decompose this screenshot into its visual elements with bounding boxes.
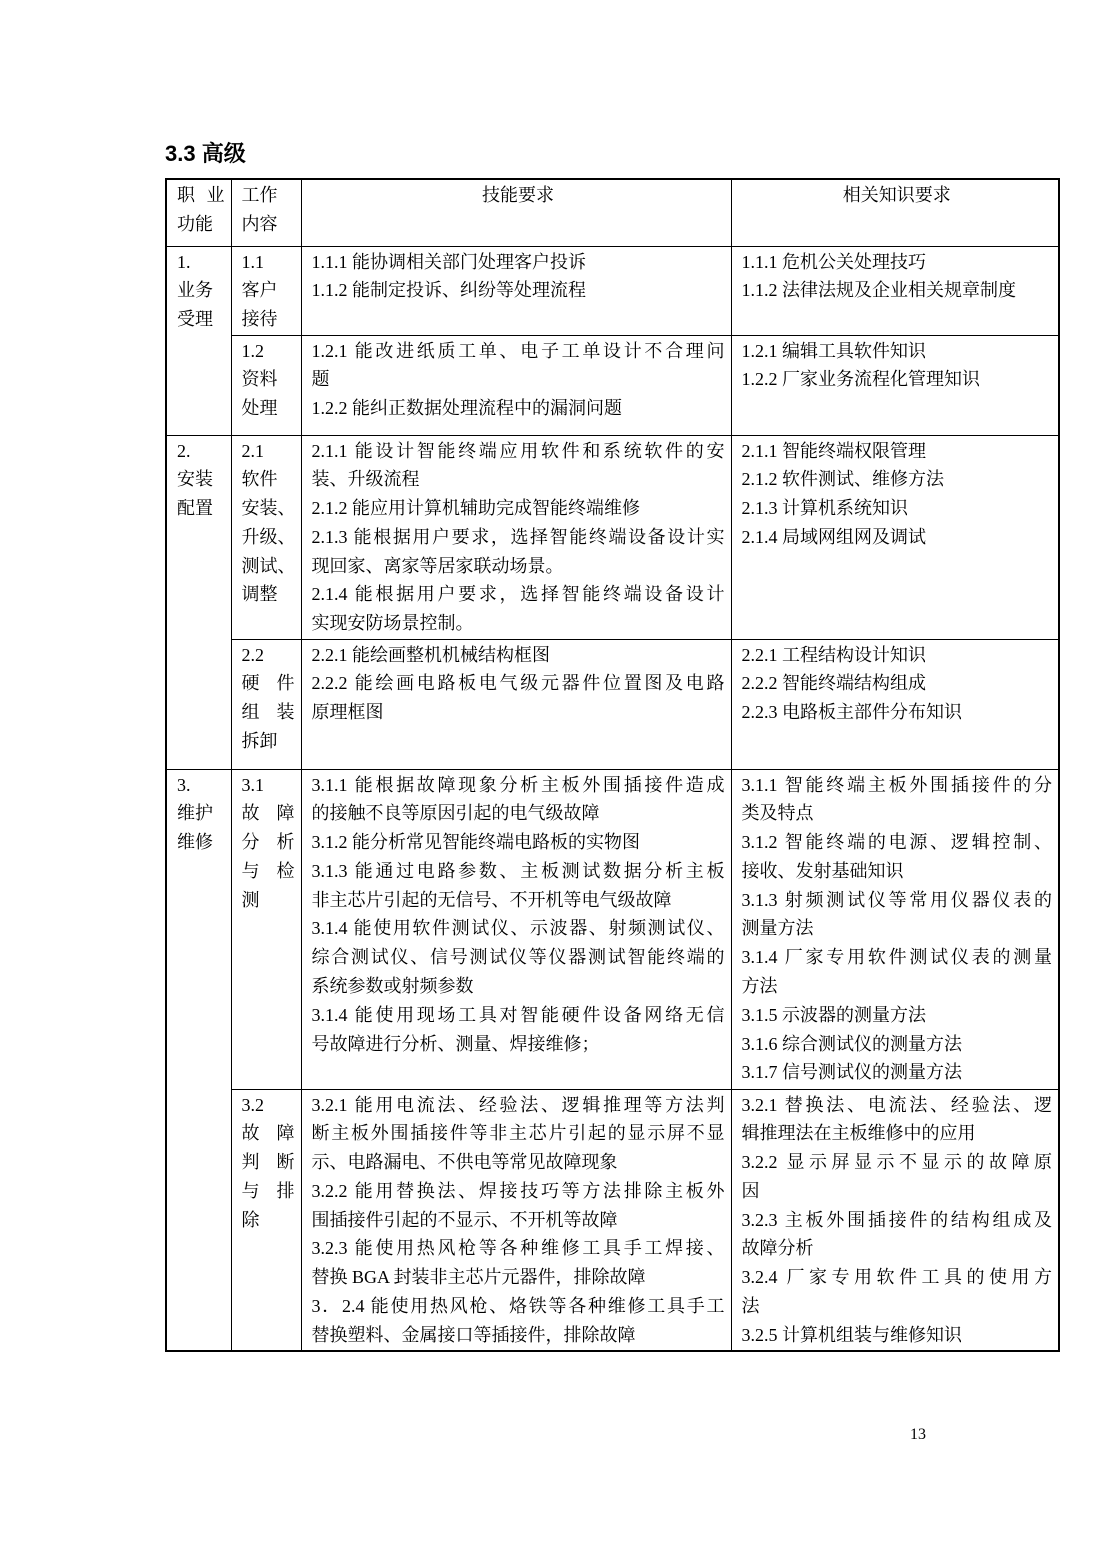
work-content-line: 硬件 bbox=[241, 673, 295, 694]
skill-line: 1.1.1 能协调相关部门处理客户投诉 bbox=[311, 251, 586, 272]
knowledge-item bbox=[742, 248, 1053, 277]
knowledge-line: 2.2.1 工程结构设计知识 bbox=[741, 644, 926, 665]
skills-cell bbox=[301, 335, 731, 435]
skill-line: 综合测试仪、信号测试仪等仪器测试智能终端的 bbox=[311, 947, 725, 968]
knowledge-line: 3.1.1 智能终端主板外围插接件的分 bbox=[741, 774, 1052, 795]
knowledge-item bbox=[742, 771, 1053, 829]
skill-item bbox=[312, 641, 725, 670]
knowledge-item bbox=[742, 365, 1053, 394]
skills-cell bbox=[301, 769, 731, 1089]
function-label-line: 受理 bbox=[177, 309, 213, 330]
knowledge-line: 3.2.2 显示屏显示不显示的故障原 bbox=[741, 1152, 1052, 1173]
knowledge-item bbox=[742, 669, 1053, 698]
skill-item bbox=[312, 914, 725, 1000]
knowledge-line: 1.2.1 编辑工具软件知识 bbox=[741, 340, 926, 361]
skill-item bbox=[312, 1234, 725, 1292]
knowledge-line: 2.1.2 软件测试、维修方法 bbox=[741, 469, 944, 490]
skill-line: 系统参数或射频参数 bbox=[311, 976, 474, 997]
work-content-line: 安装、 bbox=[241, 498, 296, 519]
knowledge-line: 3.1.2 智能终端的电源、逻辑控制、 bbox=[741, 832, 1052, 853]
skill-line: 3.2.3 能使用热风枪等各种维修工具手工焊接、 bbox=[311, 1238, 725, 1259]
skill-item bbox=[312, 437, 725, 495]
knowledge-item bbox=[742, 337, 1053, 366]
header-skills-cell: 技能要求 bbox=[301, 179, 731, 246]
function-label-line: 2. bbox=[177, 440, 191, 461]
skill-line: 3．2.4 能使用热风枪、烙铁等各种维修工具手工 bbox=[311, 1296, 725, 1317]
knowledge-item bbox=[742, 494, 1053, 523]
knowledge-line: 3.1.7 信号测试仪的测量方法 bbox=[741, 1062, 962, 1083]
knowledge-line: 测量方法 bbox=[741, 918, 814, 939]
skill-line: 2.1.4 能根据用户要求，选择智能终端设备设计 bbox=[311, 584, 725, 605]
knowledge-item bbox=[742, 943, 1053, 1001]
skill-item bbox=[312, 1292, 725, 1350]
skill-line: 实现安防场景控制。 bbox=[311, 613, 474, 634]
knowledge-line: 2.1.4 局域网组网及调试 bbox=[741, 526, 926, 547]
skill-item bbox=[312, 494, 725, 523]
knowledge-item bbox=[742, 641, 1053, 670]
work-content-line: 故障 bbox=[241, 1123, 295, 1144]
table-row bbox=[166, 435, 1059, 639]
function-cell bbox=[166, 769, 231, 1351]
skill-line: 围插接件引起的不显示、不开机等故障 bbox=[311, 1209, 618, 1230]
skill-line: 示、电路漏电、不供电等常见故障现象 bbox=[311, 1152, 618, 1173]
header-content-cell bbox=[231, 179, 301, 246]
work-content-line: 软件 bbox=[241, 469, 278, 490]
work-content-line: 客户 bbox=[241, 280, 278, 301]
skill-line: 3.2.2 能用替换法、焊接技巧等方法排除主板外 bbox=[311, 1180, 725, 1201]
header-content-line: 内容 bbox=[241, 213, 278, 234]
function-label-line: 业务 bbox=[177, 280, 213, 301]
knowledge-cell bbox=[731, 335, 1059, 435]
knowledge-line: 辑推理法在主板维修中的应用 bbox=[741, 1123, 976, 1144]
work-content-line: 故障 bbox=[241, 803, 295, 824]
knowledge-line: 类及特点 bbox=[741, 803, 814, 824]
table-row bbox=[166, 639, 1059, 769]
work-content-line: 1.2 bbox=[241, 340, 264, 361]
work-content-line: 资料 bbox=[241, 369, 278, 390]
knowledge-cell bbox=[731, 639, 1059, 769]
skill-line: 2.1.2 能应用计算机辅助完成智能终端维修 bbox=[311, 498, 640, 519]
knowledge-line: 方法 bbox=[741, 976, 778, 997]
skill-line: 的接触不良等原因引起的电气级故障 bbox=[311, 803, 600, 824]
work-content-line: 除 bbox=[241, 1209, 260, 1230]
function-label-line: 安装 bbox=[177, 469, 213, 490]
skill-line: 1.2.2 能纠正数据处理流程中的漏洞问题 bbox=[311, 398, 622, 419]
work-content-line: 与排 bbox=[241, 1180, 295, 1201]
work-content-line: 1.1 bbox=[241, 251, 264, 272]
knowledge-item bbox=[742, 828, 1053, 886]
skill-line: 2.2.1 能绘画整机机械结构框图 bbox=[311, 644, 550, 665]
skill-line: 非主芯片引起的无信号、不开机等电气级故障 bbox=[311, 889, 672, 910]
header-knowledge-cell: 相关知识要求 bbox=[731, 179, 1059, 246]
function-label-line: 1. bbox=[177, 251, 191, 272]
skill-line: 1.1.2 能制定投诉、纠纷等处理流程 bbox=[311, 280, 586, 301]
knowledge-line: 法 bbox=[741, 1296, 760, 1317]
knowledge-item bbox=[742, 1148, 1053, 1206]
function-cell bbox=[166, 435, 231, 769]
skill-line: 2.2.2 能绘画电路板电气级元器件位置图及电路 bbox=[311, 673, 725, 694]
skill-line: 现回家、离家等居家联动场景。 bbox=[311, 555, 564, 576]
table-header-row bbox=[166, 179, 1059, 246]
skill-line: 3.2.1 能用电流法、经验法、逻辑推理等方法判 bbox=[311, 1094, 725, 1115]
knowledge-line: 3.2.5 计算机组装与维修知识 bbox=[741, 1324, 962, 1345]
function-label-line: 配置 bbox=[177, 498, 213, 519]
skills-cell bbox=[301, 246, 731, 335]
table-row bbox=[166, 769, 1059, 1089]
knowledge-line: 2.1.3 计算机系统知识 bbox=[741, 498, 908, 519]
skill-item bbox=[312, 857, 725, 915]
function-label-line: 维护 bbox=[177, 803, 213, 824]
knowledge-line: 1.1.2 法律法规及企业相关规章制度 bbox=[741, 280, 1016, 301]
knowledge-line: 3.2.4 厂家专用软件工具的使用方 bbox=[741, 1267, 1052, 1288]
skill-line: 装、升级流程 bbox=[311, 469, 420, 490]
work-content-line: 调整 bbox=[241, 584, 278, 605]
skill-line: 号故障进行分析、测量、焊接维修； bbox=[311, 1033, 600, 1054]
knowledge-line: 3.1.5 示波器的测量方法 bbox=[741, 1004, 926, 1025]
knowledge-item bbox=[742, 465, 1053, 494]
knowledge-line: 2.1.1 智能终端权限管理 bbox=[741, 440, 926, 461]
work-content-cell bbox=[231, 769, 301, 1089]
work-content-line: 3.2 bbox=[241, 1094, 264, 1115]
knowledge-line: 2.2.3 电路板主部件分布知识 bbox=[741, 702, 962, 723]
skill-item bbox=[312, 1001, 725, 1059]
skill-line: 断主板外围插接件等非主芯片引起的显示屏不显 bbox=[311, 1123, 725, 1144]
work-content-line: 2.2 bbox=[241, 644, 264, 665]
knowledge-line: 3.1.3 射频测试仪等常用仪器仪表的 bbox=[741, 889, 1052, 910]
knowledge-item bbox=[742, 523, 1053, 552]
knowledge-item bbox=[742, 1263, 1053, 1321]
section-title: 3.3 高级 bbox=[165, 141, 246, 166]
knowledge-line: 1.2.2 厂家业务流程化管理知识 bbox=[741, 369, 980, 390]
knowledge-cell bbox=[731, 435, 1059, 639]
work-content-line: 分析 bbox=[241, 832, 295, 853]
knowledge-line: 故障分析 bbox=[741, 1238, 814, 1259]
knowledge-item bbox=[742, 1001, 1053, 1030]
skill-line: 3.1.4 能使用软件测试仪、示波器、射频测试仪、 bbox=[311, 918, 725, 939]
skill-line: 2.1.1 能设计智能终端应用软件和系统软件的安 bbox=[311, 440, 725, 461]
knowledge-line: 3.1.4 厂家专用软件测试仪表的测量 bbox=[741, 947, 1052, 968]
work-content-line: 与检 bbox=[241, 860, 295, 881]
table-row bbox=[166, 1089, 1059, 1351]
skill-line: 替换塑料、金属接口等插接件，排除故障 bbox=[311, 1324, 636, 1345]
work-content-line: 处理 bbox=[241, 398, 278, 419]
work-content-line: 测试、 bbox=[241, 555, 296, 576]
header-function-line: 功能 bbox=[177, 213, 213, 234]
knowledge-item bbox=[742, 1321, 1053, 1350]
knowledge-item bbox=[742, 886, 1053, 944]
skill-line: 3.1.3 能通过电路参数、主板测试数据分析主板 bbox=[311, 860, 725, 881]
knowledge-item bbox=[742, 437, 1053, 466]
work-content-line: 接待 bbox=[241, 309, 278, 330]
skill-item bbox=[312, 248, 725, 277]
work-content-line: 2.1 bbox=[241, 440, 264, 461]
work-content-line: 测 bbox=[241, 889, 260, 910]
knowledge-line: 接收、发射基础知识 bbox=[741, 860, 904, 881]
skill-line: 3.1.4 能使用现场工具对智能硬件设备网络无信 bbox=[311, 1004, 725, 1025]
skill-item bbox=[312, 1091, 725, 1177]
skill-item bbox=[312, 828, 725, 857]
knowledge-item bbox=[742, 1030, 1053, 1059]
work-content-line: 3.1 bbox=[241, 774, 264, 795]
function-label-line: 维修 bbox=[177, 832, 213, 853]
work-content-cell bbox=[231, 435, 301, 639]
work-content-cell bbox=[231, 246, 301, 335]
function-cell bbox=[166, 246, 231, 435]
knowledge-cell bbox=[731, 246, 1059, 335]
header-function-cell bbox=[166, 179, 231, 246]
skills-cell bbox=[301, 639, 731, 769]
skill-item bbox=[312, 771, 725, 829]
skill-item bbox=[312, 276, 725, 305]
knowledge-cell bbox=[731, 1089, 1059, 1351]
knowledge-item bbox=[742, 698, 1053, 727]
work-content-line: 拆卸 bbox=[241, 730, 278, 751]
skill-line: 替换 BGA 封装非主芯片元器件，排除故障 bbox=[311, 1267, 646, 1288]
knowledge-line: 1.1.1 危机公关处理技巧 bbox=[741, 251, 926, 272]
knowledge-line: 3.2.3 主板外围插接件的结构组成及 bbox=[741, 1209, 1052, 1230]
skill-item bbox=[312, 1177, 725, 1235]
skill-line: 3.1.2 能分析常见智能终端电路板的实物图 bbox=[311, 832, 640, 853]
skill-line: 2.1.3 能根据用户要求，选择智能终端设备设计实 bbox=[311, 526, 725, 547]
skills-cell bbox=[301, 435, 731, 639]
function-label-line: 3. bbox=[177, 774, 191, 795]
skill-item bbox=[312, 580, 725, 638]
skill-line: 原理框图 bbox=[311, 702, 384, 723]
page-number: 13 bbox=[910, 1426, 926, 1443]
work-content-line: 判断 bbox=[241, 1152, 295, 1173]
header-content-line: 工作 bbox=[241, 185, 278, 205]
skill-item bbox=[312, 669, 725, 727]
work-content-line: 升级、 bbox=[241, 526, 296, 547]
table-row bbox=[166, 246, 1059, 335]
knowledge-line: 3.1.6 综合测试仪的测量方法 bbox=[741, 1033, 962, 1054]
header-function-line: 职业 bbox=[177, 185, 225, 205]
knowledge-item bbox=[742, 1206, 1053, 1264]
knowledge-line: 2.2.2 智能终端结构组成 bbox=[741, 673, 926, 694]
knowledge-item bbox=[742, 276, 1053, 305]
skill-item bbox=[312, 337, 725, 395]
work-content-line: 组装 bbox=[241, 702, 295, 723]
skill-item bbox=[312, 523, 725, 581]
knowledge-item bbox=[742, 1058, 1053, 1087]
knowledge-line: 因 bbox=[741, 1180, 760, 1201]
work-content-cell bbox=[231, 1089, 301, 1351]
skill-line: 题 bbox=[311, 369, 330, 390]
skill-line: 3.1.1 能根据故障现象分析主板外围插接件造成 bbox=[311, 774, 725, 795]
knowledge-line: 3.2.1 替换法、电流法、经验法、逻 bbox=[741, 1094, 1052, 1115]
skill-item bbox=[312, 394, 725, 423]
knowledge-item bbox=[742, 1091, 1053, 1149]
work-content-cell bbox=[231, 335, 301, 435]
skills-requirements-table bbox=[165, 178, 1060, 1352]
skill-line: 1.2.1 能改进纸质工单、电子工单设计不合理问 bbox=[311, 340, 725, 361]
knowledge-cell bbox=[731, 769, 1059, 1089]
table-row bbox=[166, 335, 1059, 435]
work-content-cell bbox=[231, 639, 301, 769]
skills-cell bbox=[301, 1089, 731, 1351]
